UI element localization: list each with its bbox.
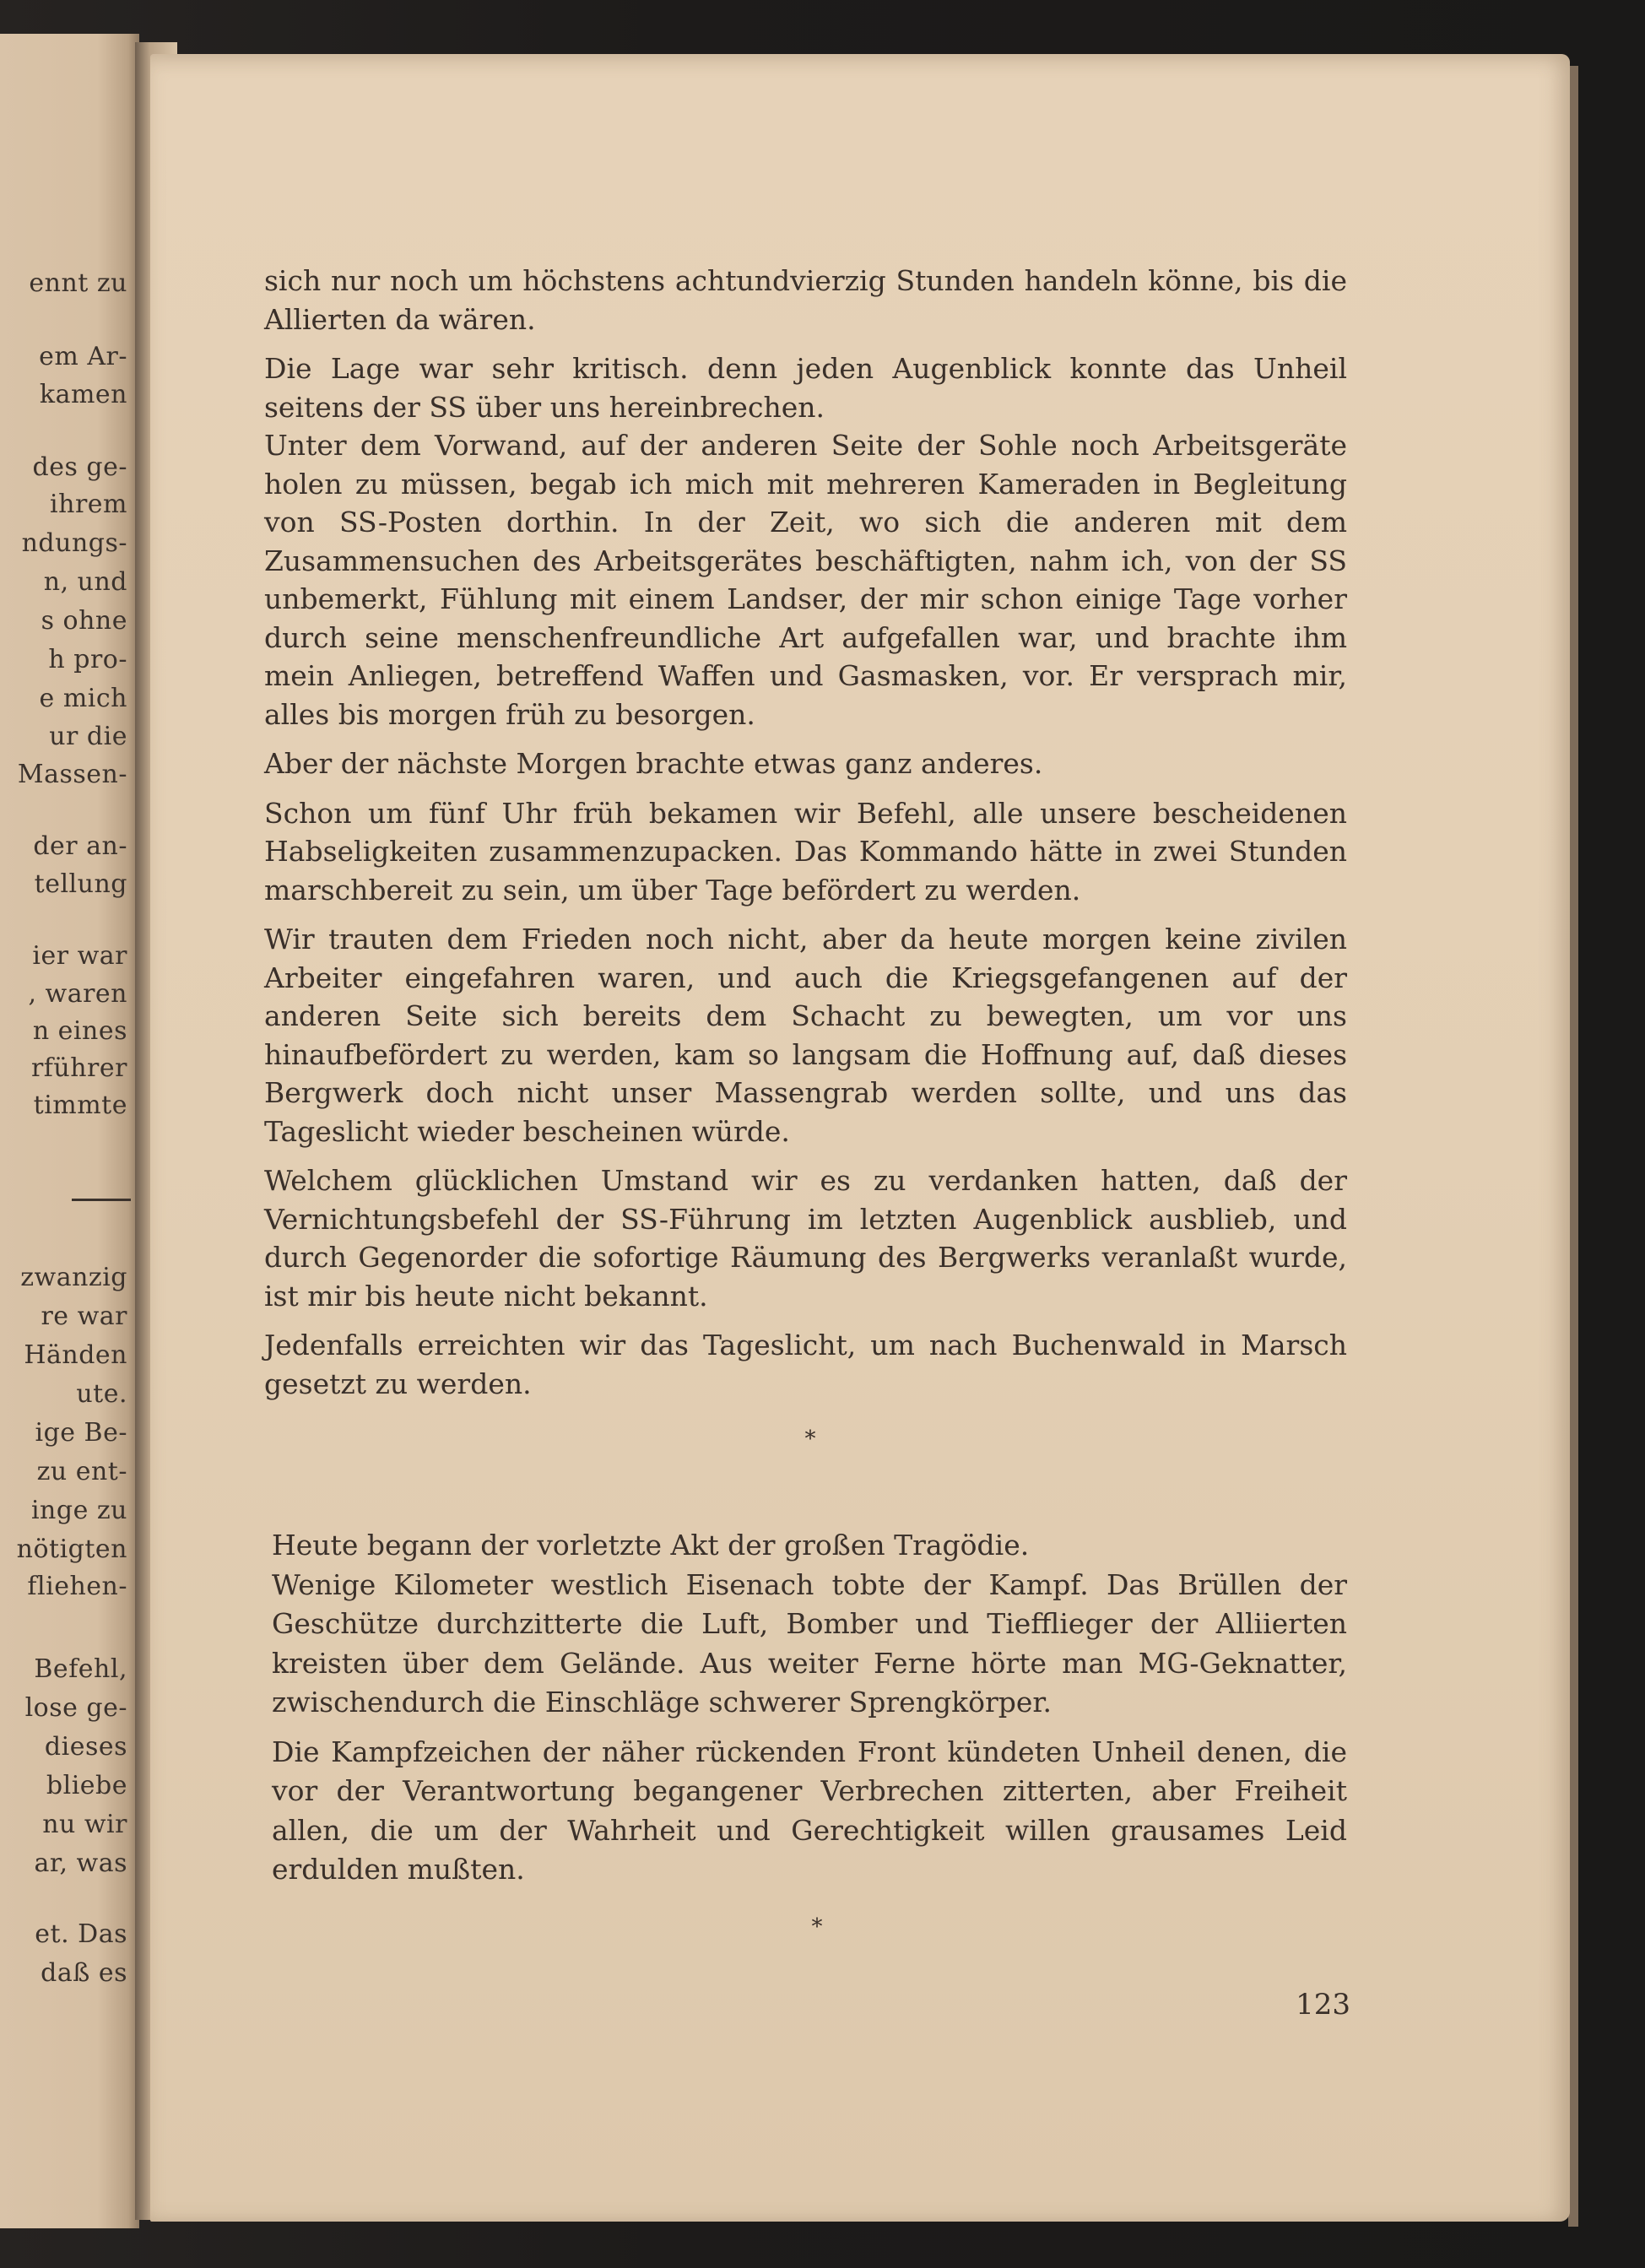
facing-page-line: lose ge- (24, 1693, 127, 1723)
paragraph: Aber der nächste Morgen brachte etwas ganz anderes. (264, 747, 1043, 780)
facing-page-line: ennt zu (29, 268, 127, 298)
facing-page-line: Befehl, (34, 1654, 127, 1684)
paragraph: Welchem glücklichen Umstand wir es zu verdanken hatten, daß der Vernichtungsbefehl der SS-Führung im letzten Augenblick ausblieb, und durch Gegenorder die sofortige Räumung des Bergwerks veranlaßt wurde, ist mir bis heute nicht bekannt. (264, 1164, 1347, 1313)
facing-page-line: daß es (41, 1958, 127, 1988)
facing-page-line: ar, was (34, 1849, 127, 1878)
paragraph: Schon um fünf Uhr früh bekamen wir Befehl, alle unsere bescheidenen Habseligkeiten zusammenzupacken. Das Kommando hätte in zwei Stunden marschbereit zu sein, um über Tage befördert zu werden. (264, 796, 1347, 907)
paragraph: sich nur noch um höchstens achtundvierzig Stunden handeln könne, bis die Allierten da wären. (264, 264, 1347, 336)
facing-page-line: zwanzig (20, 1263, 127, 1292)
facing-page-line: inge zu (30, 1496, 127, 1525)
facing-page-line: dieses (44, 1732, 127, 1762)
facing-page-line: kamen (39, 380, 127, 409)
paragraph: Jedenfalls erreichten wir das Tageslicht, um nach Buchenwald in Marsch gesetzt zu werden. (264, 1329, 1347, 1400)
facing-page-dash (72, 1199, 131, 1201)
section-separator: * (811, 1914, 823, 1940)
section-separator: * (804, 1426, 816, 1452)
facing-page-line: s ohne (41, 606, 127, 636)
paragraph: Die Kampfzeichen der näher rückenden Front kündeten Unheil denen, die vor der Verantwortung begangener Verbrechen zitterten, aber Freiheit allen, die um der Wahrheit und Gerechtigkeit willen grausames Leid erdulden mußten. (272, 1735, 1347, 1886)
facing-page-line: timmte (33, 1091, 127, 1120)
facing-page-line: bliebe (46, 1771, 127, 1800)
facing-page-line: des ge- (32, 452, 127, 482)
facing-page-left (0, 34, 139, 2228)
facing-page-line: , waren (28, 979, 127, 1009)
facing-page-line: Händen (24, 1340, 127, 1370)
facing-page-line: Massen- (17, 760, 127, 789)
facing-page-line: ihrem (50, 490, 127, 519)
facing-page-line: n eines (32, 1016, 127, 1046)
facing-page-line: fliehen- (27, 1572, 127, 1601)
facing-page-line: re war (41, 1302, 127, 1331)
paragraph: Heute begann der vorletzte Akt der großen Tragödie. (272, 1529, 1030, 1562)
facing-page-line: ier war (32, 941, 127, 971)
paragraph: Wenige Kilometer westlich Eisenach tobte der Kampf. Das Brüllen der Geschütze durchzitterte die Luft, Bomber und Tiefflieger der Alliierten kreisten über dem Gelände. Aus weiter Ferne hörte man MG-Geknatter, zwischendurch die Einschläge schwerer Sprengkörper. (272, 1567, 1347, 1719)
paragraph: Die Lage war sehr kritisch. denn jeden Augenblick konnte das Unheil seitens der SS über uns hereinbrechen. (264, 352, 1347, 424)
paragraph: Unter dem Vorwand, auf der anderen Seite der Sohle noch Arbeitsgeräte holen zu müssen, begab ich mich mit mehreren Kameraden in Begleitung von SS-Posten dorthin. In der Zeit, wo sich die anderen mit dem Zusammensuchen des Arbeitsgerätes beschäftigten, nahm ich, von der SS unbemerkt, Fühlung mit einem Landser, der mir schon einige Tage vorher durch seine menschenfreundliche Art aufgefallen war, und brachte ihm mein Anliegen, betreffend Waffen und Gasmasken, vor. Er versprach mir, alles bis morgen früh zu besorgen. (264, 429, 1347, 731)
facing-page-line: ndungs- (21, 528, 127, 558)
facing-page-line: tellung (34, 869, 127, 899)
paragraph: Wir trauten dem Frieden noch nicht, aber da heute morgen keine zivilen Arbeiter eingefahren waren, und auch die Kriegsgefangenen auf der anderen Seite sich bereits dem Schacht zu bewegten, um vor uns hinaufbefördert zu werden, kam so langsam die Hoffnung auf, daß dieses Bergwerk doch nicht unser Massengrab werden sollte, und uns das Tageslicht wieder bescheinen würde. (264, 923, 1347, 1148)
facing-page-line: e mich (39, 684, 127, 713)
section-2-body (272, 1526, 1347, 1900)
facing-page-line: et. Das (35, 1919, 127, 1949)
facing-page-line: nu wir (42, 1810, 127, 1839)
section-1-body (264, 262, 1347, 1414)
facing-page-line: ige Be- (35, 1418, 127, 1448)
facing-page-line: h pro- (48, 645, 127, 674)
facing-page-line: der an- (33, 831, 127, 861)
facing-page-line: ur die (49, 722, 127, 751)
page-number: 123 (1296, 1988, 1350, 2022)
facing-page-line: nötigten (16, 1535, 127, 1564)
facing-page-line: ute. (76, 1379, 127, 1409)
facing-page-line: em Ar- (39, 342, 127, 371)
facing-page-line: n, und (43, 567, 127, 597)
facing-page-line: zu ent- (36, 1457, 127, 1486)
facing-page-line: rführer (30, 1053, 127, 1083)
